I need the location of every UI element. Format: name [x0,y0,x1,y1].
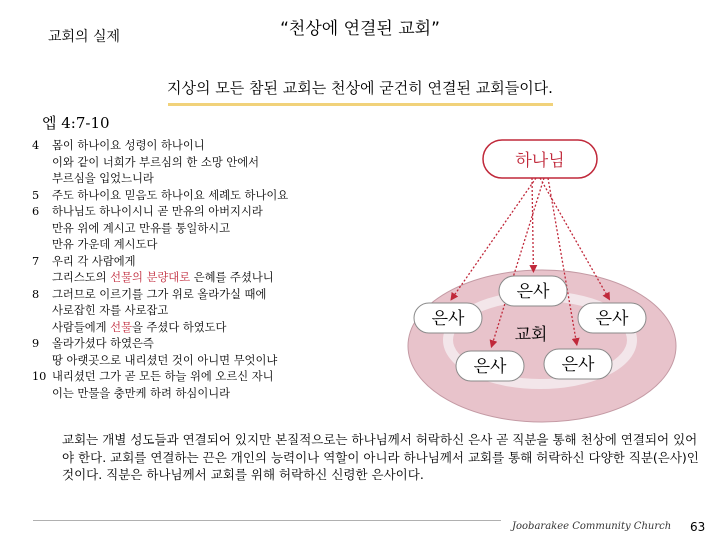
verse-number: 5 [32,188,40,202]
verse-text: 내리셨던 그가 곧 모든 하늘 위에 오르신 자니 [52,370,274,383]
subtitle: 지상의 모든 참된 교회는 천상에 굳건히 연결된 교회들이다. [167,79,553,97]
gift-label: 은사 [561,355,595,375]
verse-text: 올라가셨다 하였은즉 [52,337,154,350]
god-node [483,140,597,178]
verse-text: 그러므로 이르기를 그가 위로 올라가실 때에 [52,287,267,301]
verse-text: 몸이 하나이요 성령이 하나이니 [52,139,205,152]
verse-text: 그리스도의 선물의 분량대로 은혜를 주셨나니 [52,271,274,284]
section-label: 교회의 실제 [48,29,121,45]
gift-label: 은사 [595,309,629,329]
gift-label: 은사 [431,309,465,329]
verse-text: 이는 만물을 충만케 하려 하심이니라 [52,386,231,400]
verse-text: 땅 아랫곳으로 내리셨던 것이 아니면 무엇이냐 [52,353,278,367]
verse-number: 7 [32,254,40,268]
scripture-reference: 엡 4:7-10 [42,114,110,132]
page-number: 63 [690,520,706,534]
verse-text: 하나님도 하나이시니 곧 만유의 아버지시라 [52,205,263,218]
verse-highlight: 선물 [110,320,132,334]
slide-title: “천상에 연결된 교회” [280,19,440,39]
verse-text: 주도 하나이요 믿음도 하나이요 세례도 하나이요 [52,188,289,202]
verse-number: 6 [32,205,40,218]
footer-brand: Joobarakee Community Church [512,521,672,532]
god-label: 하나님 [515,151,565,171]
gift-label: 은사 [473,357,507,377]
verse-text: 우리 각 사람에게 [52,254,136,268]
verse-number: 9 [32,337,40,350]
gift-arrow [532,178,533,271]
verse-text: 사로잡힌 자를 사로잡고 [52,304,169,317]
verse-text: 부르심을 입었느니라 [52,172,154,185]
body-paragraph: 교회는 개별 성도들과 연결되어 있지만 본질적으로는 하나님께서 허락하신 은사 곧 직분을 통해 천상에 연결되어 있어야 한다. 교회를 연결하는 끈은 개인의 능력이나 역할이 아니라 하나님께서 교회를 통해 허락하신 다양한 직분(은사)인 것이다. 직분은 하나님께서 교회를 위해 허락하신 신령한 은사이다. [62,432,699,482]
footer-divider [33,520,501,521]
verse-text: 사람들에게 선물을 주셨다 하였도다 [52,320,227,334]
verse-number: 10 [32,370,47,383]
verse-text: 만유 위에 계시고 만유를 통일하시고 [52,221,231,235]
gift-label: 은사 [516,282,550,302]
verse-text: 이와 같이 너희가 부르심의 한 소망 안에서 [52,155,260,169]
church-label: 교회 [514,325,548,345]
verse-text: 만유 가운데 계시도다 [52,238,158,251]
verse-number: 4 [32,139,40,152]
verse-number: 8 [32,287,40,301]
verse-highlight: 선물의 분량대로 [110,271,191,284]
